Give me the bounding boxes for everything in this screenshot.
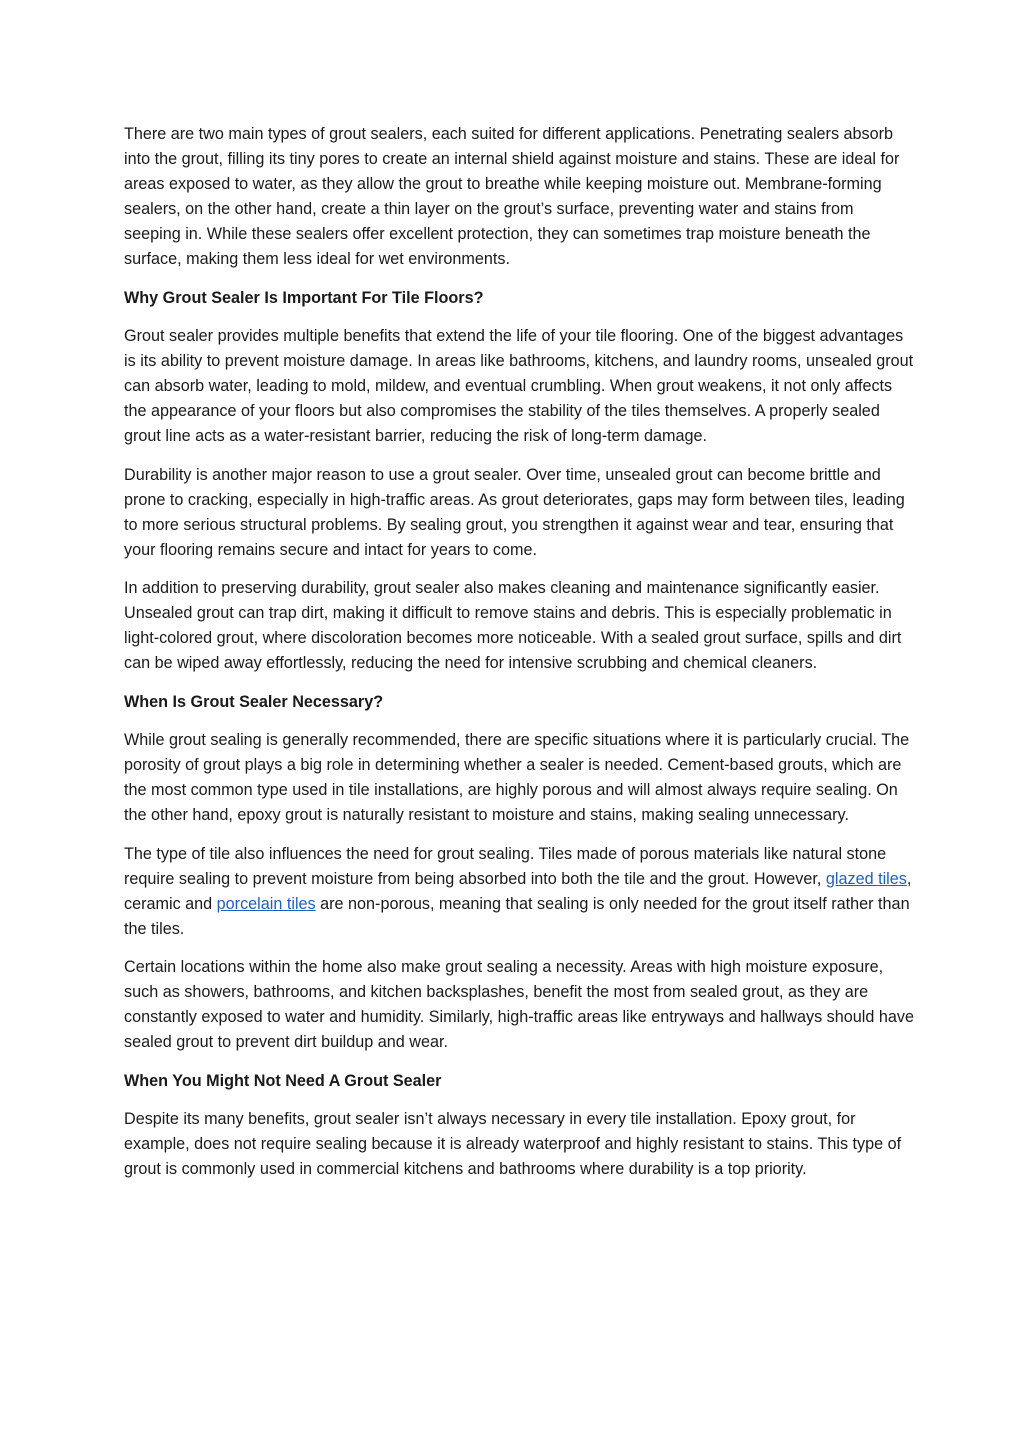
paragraph-cleaning: In addition to preserving durability, grout sealer also makes cleaning and maintenance significantly easier. Unsealed grout can trap dirt, making it difficult to remove stains and debris. This is especially problematic in light-colored grout, where discoloration becomes more noticeable. With a sealed grout surface, spills and dirt can be wiped away effortlessly, reducing the need for intensive scrubbing and chemical cleaners. (124, 579, 902, 672)
porcelain-tiles-link[interactable]: porcelain tiles (216, 894, 316, 913)
heading-not-needed: When You Might Not Need A Grout Sealer (124, 1071, 442, 1090)
heading-when-necessary: When Is Grout Sealer Necessary? (124, 692, 384, 711)
paragraph-benefits: Grout sealer provides multiple benefits that extend the life of your tile flooring. One of the biggest advantages is its ability to prevent moisture damage. In areas like bathrooms, kitchens, and laundry rooms, unsealed grout can absorb water, leading to mold, mildew, and eventual crumbling. When grout weakens, it not only affects the appearance of your floors but also compromises the stability of the tiles themselves. A properly sealed grout line acts as a water-resistant barrier, reducing the risk of long-term damage. (124, 327, 914, 445)
heading-why-important: Why Grout Sealer Is Important For Tile Floors? (124, 288, 484, 307)
glazed-tiles-link[interactable]: glazed tiles (825, 869, 907, 888)
paragraph-tile-type (124, 842, 914, 942)
paragraph-porosity: While grout sealing is generally recommended, there are specific situations where it is particularly crucial. The porosity of grout plays a big role in determining whether a sealer is needed. Cement-based grouts, which are the most common type used in tile installations, are highly porous and will almost always require sealing. On the other hand, epoxy grout is naturally resistant to moisture and stains, making sealing unnecessary. (124, 731, 910, 824)
document-body (124, 122, 914, 1196)
tile-type-text-1: The type of tile also influences the need for grout sealing. Tiles made of porous materials like natural stone require sealing to prevent moisture from being absorbed into both the tile and the grout. However, (124, 844, 887, 888)
tile-type-text-3: are non-porous, meaning that sealing is only needed for the grout itself rather than the tiles. (124, 894, 910, 938)
paragraph-locations: Certain locations within the home also make grout sealing a necessity. Areas with high moisture exposure, such as showers, bathrooms, and kitchen backsplashes, benefit the most from sealed grout, as they are constantly exposed to water and humidity. Similarly, high-traffic areas like entryways and hallways should have sealed grout to prevent dirt buildup and wear. (124, 958, 914, 1051)
paragraph-sealer-types: There are two main types of grout sealers, each suited for different applications. Penetrating sealers absorb into the grout, filling its tiny pores to create an internal shield against moisture and stains. These are ideal for areas exposed to water, as they allow the grout to breathe while keeping moisture out. Membrane-forming sealers, on the other hand, create a thin layer on the grout’s surface, preventing water and stains from seeping in. While these sealers offer excellent protection, they can sometimes trap moisture beneath the surface, making them less ideal for wet environments. (124, 125, 900, 268)
paragraph-durability: Durability is another major reason to use a grout sealer. Over time, unsealed grout can become brittle and prone to cracking, especially in high-traffic areas. As grout deteriorates, gaps may form between tiles, leading to more serious structural problems. By sealing grout, you strengthen it against wear and tear, ensuring that your flooring remains secure and intact for years to come. (124, 465, 905, 559)
tile-type-text-2: , ceramic and (124, 869, 912, 913)
paragraph-epoxy: Despite its many benefits, grout sealer isn’t always necessary in every tile installation. Epoxy grout, for example, does not require sealing because it is already waterproof and highly resistant to stains. This type of grout is commonly used in commercial kitchens and bathrooms where durability is a top priority. (124, 1110, 902, 1178)
